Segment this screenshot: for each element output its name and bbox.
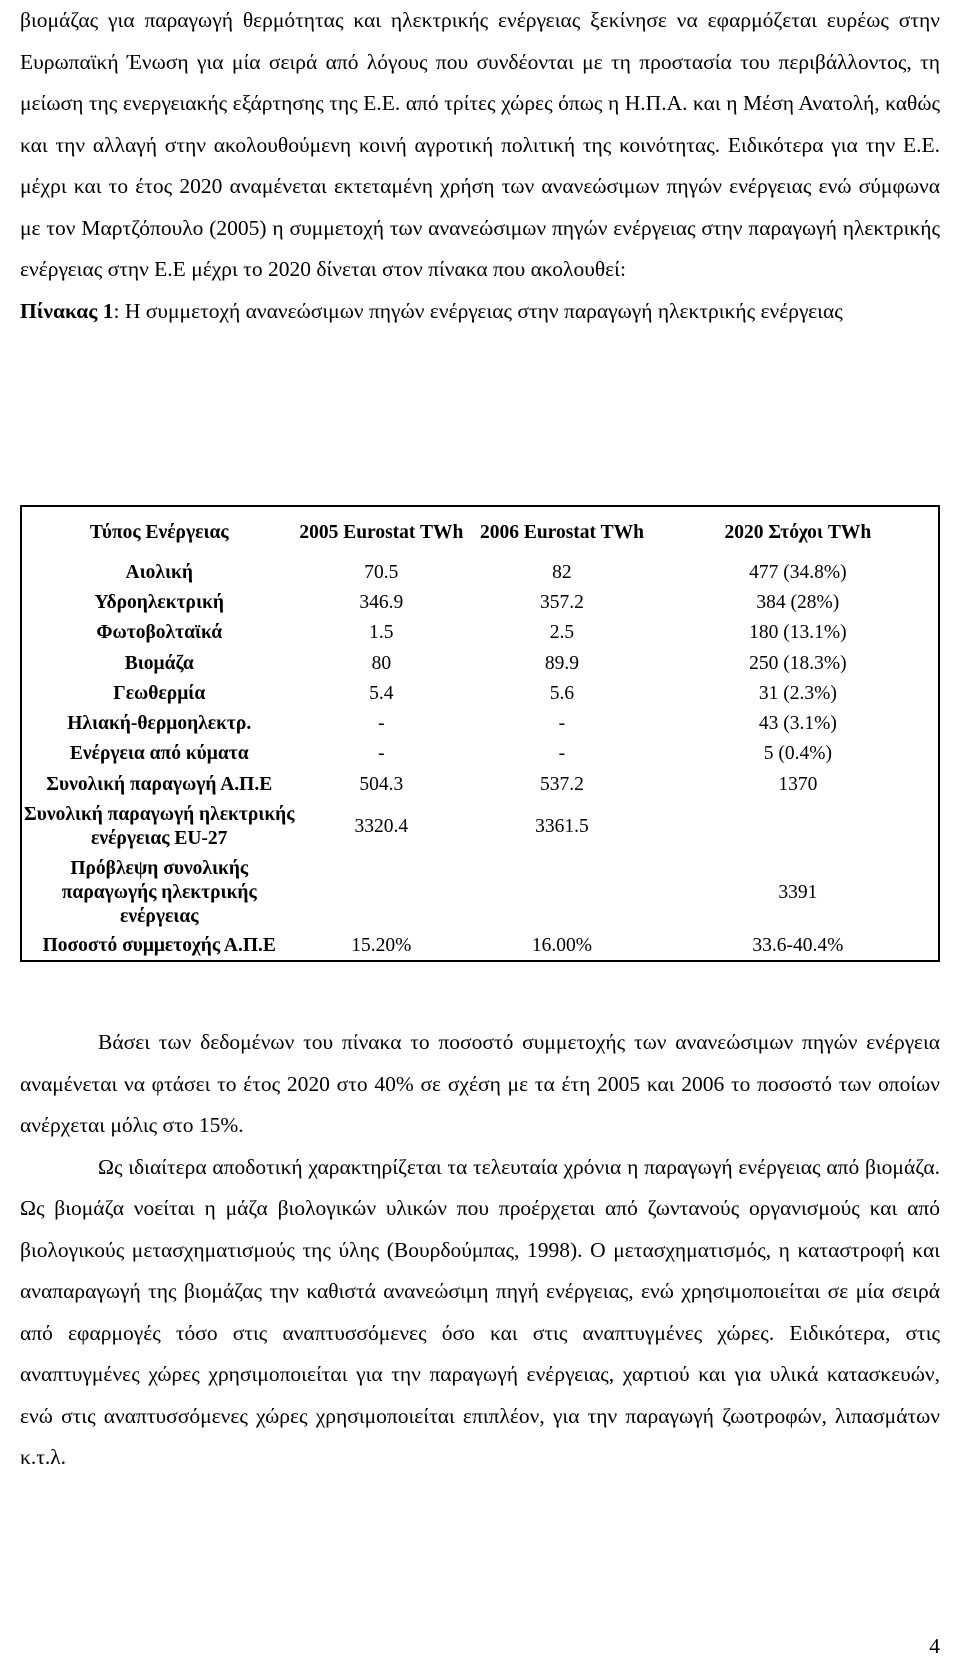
- cell-y2006: 3361.5: [535, 816, 589, 837]
- cell-y2020: 1370: [778, 773, 818, 795]
- cell-y2020: 43 (3.1%): [758, 713, 837, 734]
- table-row: [21, 800, 939, 854]
- header-2020: 2020 Στόχοι TWh: [724, 522, 872, 543]
- cell-y2006: -: [558, 713, 566, 734]
- cell-type: Φωτοβολταϊκά: [96, 622, 223, 643]
- cell-y2020: 3391: [778, 881, 818, 903]
- cell-y2005: 504.3: [359, 773, 404, 795]
- page-number: 4: [929, 1634, 940, 1658]
- cell-y2005: 80: [371, 652, 392, 674]
- cell-y2020: 33.6-40.4%: [752, 934, 844, 956]
- cell-y2006: 2.5: [549, 622, 575, 643]
- table-row: [21, 558, 939, 588]
- cell-y2006: 82: [552, 562, 572, 583]
- cell-y2005: 3320.4: [354, 816, 409, 837]
- header-2005: 2005 Eurostat TWh: [299, 522, 464, 543]
- table-row: [21, 679, 939, 709]
- cell-y2005: -: [378, 713, 385, 734]
- cell-y2006: -: [558, 743, 566, 764]
- table-caption-separator: :: [113, 298, 120, 323]
- table-row: [21, 769, 939, 800]
- cell-y2006: 357.2: [539, 592, 584, 613]
- cell-y2005: 346.9: [359, 592, 404, 613]
- cell-type: Ποσοστό συμμετοχής Α.Π.Ε: [42, 934, 276, 956]
- table-row: [21, 709, 939, 739]
- cell-y2020: 250 (18.3%): [749, 652, 847, 674]
- table-caption-text: Η συμμετοχή ανανεώσιμων πηγών ενέργειας στην παραγωγή ηλεκτρικής ενέργειας: [119, 298, 843, 323]
- cell-y2020: 5 (0.4%): [763, 743, 832, 764]
- table-caption-label: Πίνακας 1: [20, 298, 114, 323]
- cell-type: Αιολική: [125, 562, 193, 583]
- document-page: [20, 0, 940, 332]
- cell-type: Συνολική παραγωγή Α.Π.Ε: [46, 773, 273, 795]
- intro-paragraph: βιομάζας για παραγωγή θερμότητας και ηλεκτρικής ενέργειας ξεκίνησε να εφαρμόζεται ευρέως στην Ευρωπαϊκή Ένωση για μία σειρά από λόγους που συνδέονται με τη προστασία του περιβάλλοντος, τη μείωση της ενεργειακής εξάρτησης της Ε.Ε. από τρίτες χώρες όπως η Η.Π.Α. και η Μέση Ανατολή, καθώς και την αλλαγή στην ακολουθούμενη κοινή αγροτική πολιτική της κοινότητας. Ειδικότερα για την Ε.Ε. μέχρι και το έτος 2020 αναμένεται εκτεταμένη χρήση των ανανεώσιμων πηγών ενέργειας ενώ σύμφωνα με τον Μαρτζόπουλο (2005) η συμμετοχή των ανανεώσιμων πηγών ενέργειας στην παραγωγή ηλεκτρικής ενέργειας στην Ε.Ε μέχρι το 2020 δίνεται στον πίνακα που ακολουθεί:: [20, 8, 940, 281]
- table-row: [21, 618, 939, 648]
- table-row: [21, 739, 939, 769]
- cell-y2020: 31 (2.3%): [758, 683, 837, 704]
- cell-y2006: 537.2: [539, 773, 584, 795]
- cell-y2020: 180 (13.1%): [749, 622, 847, 643]
- cell-y2005: [296, 854, 466, 931]
- biomass-paragraph: Ως ιδιαίτερα αποδοτική χαρακτηρίζεται τα τελευταία χρόνια η παραγωγή ενέργειας από βιομάζα. Ως βιομάζα νοείται η μάζα βιολογικών υλικών που προέρχεται από ζωντανούς οργανισμούς και από βιολογικούς μετασχηματισμούς της ύλης (Βουρδούμπας, 1998). Ο μετασχηματισμός, η καταστροφή και αναπαραγωγή της βιομάζας την καθιστά ανανεώσιμη πηγή ενέργειας, ενώ χρησιμοποιείται σε μία σειρά από εφαρμογές τόσο στις αναπτυσσόμενες όσο και στις αναπτυγμένες χώρες. Ειδικότερα, στις αναπτυγμένες χώρες χρησιμοποιείται για την παραγωγή ενέργειας, χαρτιού και για υλικά κατασκευών, ενώ στις αναπτυσσόμενες χώρες χρησιμοποιείται επιπλέον, για την παραγωγή ζωοτροφών, λιπασμάτων κ.τ.λ.: [20, 1154, 940, 1469]
- header-type: Τύπος Ενέργειας: [89, 522, 229, 543]
- energy-table: [20, 505, 940, 962]
- cell-y2006: 5.6: [549, 683, 575, 704]
- cell-type: Βιομάζα: [124, 652, 194, 674]
- cell-y2006: 89.9: [544, 652, 579, 674]
- table-row: [21, 931, 939, 961]
- post-table-text: [20, 1022, 940, 1479]
- cell-type: Υδροηλεκτρική: [94, 592, 224, 613]
- table-header-row: [21, 506, 939, 558]
- cell-y2005: 15.20%: [351, 934, 412, 956]
- cell-y2020: [658, 800, 939, 854]
- cell-y2006: [466, 854, 658, 931]
- cell-type: Ενέργεια από κύματα: [69, 743, 249, 764]
- cell-y2005: 5.4: [369, 683, 394, 704]
- cell-type: Γεωθερμία: [113, 683, 206, 704]
- table-caption: [20, 291, 940, 333]
- cell-y2005: -: [378, 743, 385, 764]
- cell-type: Πρόβλεψη συνολικής παραγωγής ηλεκτρικής ενέργειας: [61, 857, 257, 927]
- cell-y2005: 70.5: [364, 562, 399, 583]
- table-row: [21, 648, 939, 679]
- cell-type: Ηλιακή-θερμοηλεκτρ.: [67, 713, 252, 734]
- cell-y2020: 384 (28%): [756, 592, 840, 613]
- cell-y2020: 477 (34.8%): [749, 562, 847, 583]
- cell-type: Συνολική παραγωγή ηλεκτρικής ενέργειας EU-27: [24, 804, 295, 849]
- summary-paragraph: Βάσει των δεδομένων του πίνακα το ποσοστό συμμετοχής των ανανεώσιμων πηγών ενέργεια αναμένεται να φτάσει το έτος 2020 στο 40% σε σχέση με τα έτη 2005 και 2006 το ποσοστό των οποίων ανέρχεται μόλις στο 15%.: [20, 1030, 940, 1137]
- cell-y2006: 16.00%: [531, 934, 592, 956]
- cell-y2005: 1.5: [369, 622, 394, 643]
- table-row: [21, 854, 939, 931]
- header-2006: 2006 Eurostat TWh: [479, 522, 644, 543]
- table-row: [21, 588, 939, 618]
- table-body: [21, 558, 939, 961]
